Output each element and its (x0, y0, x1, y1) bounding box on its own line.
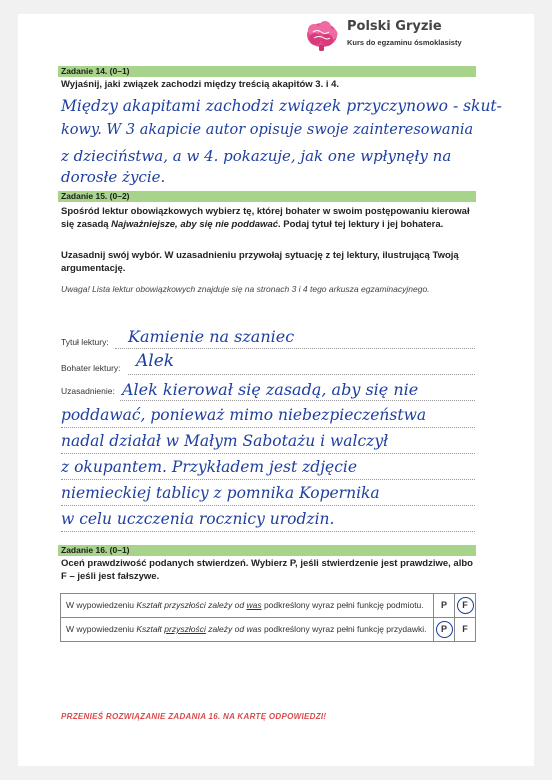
task16-instruction: Oceń prawdziwość podanych stwierdzeń. Wybierz P, jeśli stwierdzenie jest prawdziwe, albo F – jeśli jest fałszywe. (61, 558, 473, 582)
footer-instruction: PRZENIEŚ ROZWIĄZANIE ZADANIA 16. NA KARTĘ ODPOWIEDZI! (61, 712, 327, 721)
title-value: Kamienie na szaniec (128, 327, 295, 346)
task15-header: Zadanie 15. (0–2) (61, 191, 130, 201)
title-dotted-line (115, 348, 475, 349)
hero-value: Alek (136, 351, 175, 371)
true-false-table (60, 593, 476, 642)
brand-name: Polski Gryzie (347, 19, 442, 34)
justification-dotted-line (61, 479, 475, 480)
task14-header: Zadanie 14. (0–1) (61, 66, 130, 76)
task16-header-bar (58, 545, 476, 556)
circled-mark: P (436, 621, 453, 638)
task15-note: Uwaga! Lista lektur obowiązkowych znajduje się na stronach 3 i 4 tego arkusza egzaminacyjnego. (61, 284, 430, 294)
task14-question: Wyjaśnij, jaki związek zachodzi między treścią akapitów 3. i 4. (61, 79, 340, 90)
task14-answer-line: kowy. W 3 akapicie autor opisuje swoje zainteresowania (61, 122, 474, 138)
justification-label: Uzasadnienie: (61, 386, 115, 396)
justification-dotted-line (61, 505, 475, 506)
justification-line: nadal działał w Małym Sabotażu i walczył (61, 432, 389, 450)
justification-line: niemieckiej tablicy z pomnika Kopernika (61, 484, 380, 502)
task15-header-bar (58, 191, 476, 202)
task15-instruction2: Uzasadnij swój wybór. W uzasadnieniu przywołaj sytuację z tej lektury, ilustrującą Twoją argumentację. (61, 250, 459, 274)
task14-answer-line: Między akapitami zachodzi związek przyczynowo - skut- (61, 97, 502, 115)
statement-cell: W wypowiedzeniu Kształt przyszłości zależy od was podkreślony wyraz pełni funkcję przydawki. (61, 618, 434, 642)
task14-header-bar (58, 66, 476, 77)
justification-dotted-line (120, 400, 475, 401)
circled-mark: F (457, 597, 474, 614)
task15-instruction-part: . Podaj tytuł tej lektury i jej bohatera. (278, 219, 444, 230)
option-f[interactable]: F (455, 618, 476, 642)
table-row (61, 594, 476, 618)
title-label: Tytuł lektury: (61, 337, 109, 347)
task14-answer-line: z dzieciństwa, a w 4. pokazuje, jak one wpłynęły na (61, 147, 452, 165)
brain-icon (305, 21, 339, 51)
brand-logo (305, 18, 495, 54)
brand-subtitle: Kurs do egzaminu ósmoklasisty (347, 38, 462, 47)
option-p[interactable]: P (434, 594, 455, 618)
task15-quote: Najważniejsze, aby się nie poddawać (111, 219, 279, 230)
justification-dotted-line (61, 453, 475, 454)
task15-instruction (61, 205, 475, 231)
task15-instruction-part: Spośród lektur obowiązkowych wybierz tę, której bohater w swoim postępowaniu kierował się zasadą (61, 206, 470, 230)
table-row (61, 618, 476, 642)
justification-dotted-line (61, 531, 475, 532)
hero-label: Bohater lektury: (61, 363, 121, 373)
justification-line: z okupantem. Przykładem jest zdjęcie (61, 458, 358, 476)
justification-dotted-line (61, 427, 475, 428)
justification-line: Alek kierował się zasadą, aby się nie (122, 380, 419, 399)
option-p[interactable] (434, 618, 455, 642)
task14-answer-line: dorosłe życie. (61, 168, 166, 186)
justification-line: w celu uczczenia rocznicy urodzin. (61, 510, 335, 528)
hero-dotted-line (128, 374, 475, 375)
statement-cell: W wypowiedzeniu Kształt przyszłości zależy od was podkreślony wyraz pełni funkcję podmiotu. (61, 594, 434, 618)
justification-line: poddawać, ponieważ mimo niebezpieczeństwa (61, 406, 427, 424)
task16-header: Zadanie 16. (0–1) (61, 545, 130, 555)
option-f[interactable] (455, 594, 476, 618)
